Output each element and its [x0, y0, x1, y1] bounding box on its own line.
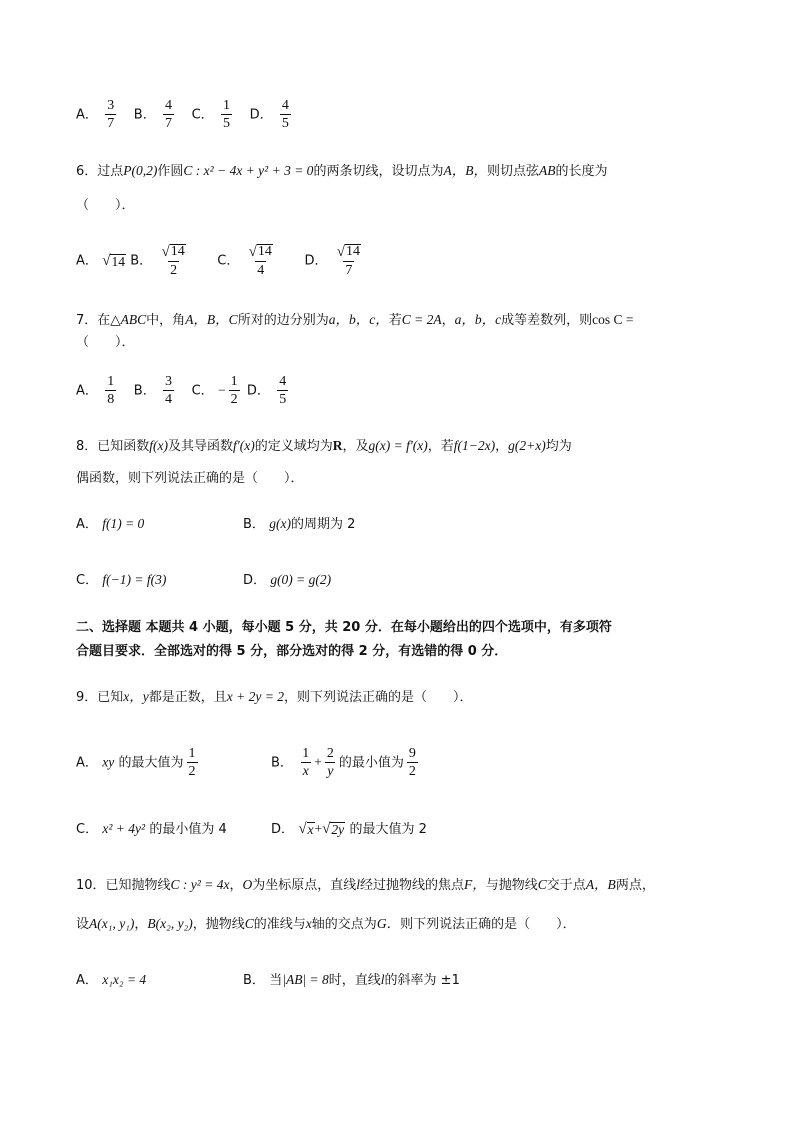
math-points: A，B: [585, 877, 616, 892]
stem-text: 则下列说法正确的是（ ）．: [400, 917, 576, 932]
stem-text: ，: [134, 917, 148, 932]
stem-text: 都是正数，且: [148, 690, 227, 705]
math-angles: A，B，C: [185, 312, 238, 327]
q6-paren: [76, 199, 135, 213]
math-circle-equation: C : x² − 4x + y² + 3 = 0: [183, 163, 314, 178]
option-label: B．: [133, 107, 156, 123]
plus-sign: +: [314, 754, 322, 770]
stem-text: 经过抛物线的焦点: [360, 878, 465, 893]
option-label: B．: [243, 973, 265, 988]
fraction: [407, 746, 418, 780]
denominator: 5: [281, 116, 289, 132]
q7-stem: [76, 313, 634, 328]
denominator: 4: [257, 263, 265, 279]
answer-paren: （ ）．: [76, 198, 135, 213]
denominator: y: [327, 764, 334, 780]
option-label: B．: [130, 253, 153, 269]
stem-text: 交于点: [546, 878, 586, 893]
denominator: 5: [222, 116, 230, 132]
option-label: B．: [271, 755, 293, 771]
radicand: x: [307, 822, 314, 837]
sqrt-expression: √ 14: [102, 252, 125, 269]
stem-text: 的长度为: [555, 164, 608, 179]
q6-stem: [76, 164, 607, 179]
section2-heading-line2: [76, 645, 507, 659]
q9-option-c: [76, 822, 227, 837]
math-chord: AB: [538, 163, 556, 178]
stem-text: 若: [388, 313, 402, 328]
math-triangle: △ABC: [110, 312, 147, 327]
stem-text: 与抛物线: [485, 878, 538, 893]
section-heading-text: 合题目要求．全部选对的得 5 分，部分选对的得 2 分，有选错的得 0 分．: [76, 644, 508, 659]
math-expression: xy: [102, 754, 115, 770]
radicand: 14: [346, 244, 361, 259]
math-point: P(0,2): [123, 163, 158, 178]
option-label: D．: [271, 822, 295, 838]
numerator: 3: [107, 98, 115, 113]
stem-text: 均为: [545, 439, 572, 454]
math-function: g(x) = f′(x): [368, 438, 428, 453]
radicand: 14: [170, 244, 185, 259]
math-point: A(x₁, y₁): [89, 916, 135, 931]
q10-option-b: [243, 973, 460, 988]
stem-text: 两点，: [615, 878, 655, 893]
q8-option-d: [243, 573, 331, 588]
stem-text: 则切点弦: [486, 164, 539, 179]
option-label: C．: [217, 253, 240, 269]
fraction: [163, 374, 174, 408]
stem-text: ，及: [342, 439, 369, 454]
denominator: x: [302, 764, 309, 780]
option-text: x₁x₂ = 4: [102, 972, 147, 987]
denominator: 8: [107, 392, 115, 408]
numerator: 4: [165, 98, 173, 113]
q8-stem-line2: [76, 472, 304, 486]
stem-text: ，: [495, 439, 509, 454]
stem-text: 成等差数列，则: [501, 313, 593, 328]
stem-text: 作圆: [157, 164, 184, 179]
math-line: l: [356, 877, 360, 892]
fraction: √ 14 2: [161, 243, 185, 279]
option-label: C．: [191, 383, 214, 399]
option-label: B．: [133, 383, 156, 399]
q9-stem: [76, 690, 473, 705]
denominator: 2: [230, 392, 238, 408]
denominator: 2: [170, 263, 178, 279]
option-label: A．: [76, 107, 98, 123]
stem-text: ，若: [427, 439, 454, 454]
numerator: 2: [326, 746, 334, 761]
math-point: G．: [376, 916, 401, 931]
denominator: 2: [188, 764, 196, 780]
fraction: [105, 374, 116, 408]
math-point: F，: [464, 877, 486, 892]
stem-text: 的定义域均为: [254, 439, 333, 454]
fraction: [163, 98, 174, 132]
q6-options: [76, 244, 366, 278]
option-label: A．: [76, 383, 98, 399]
numerator: 1: [302, 746, 310, 761]
section2-heading: [76, 621, 612, 635]
math-function: f(x): [149, 438, 169, 453]
stem-text: 所对的边分别为: [237, 313, 329, 328]
option-label: A．: [76, 517, 98, 532]
q9-option-d: [271, 822, 427, 837]
stem-text: 及其导函数: [168, 439, 234, 454]
question-number: 8．已知函数: [76, 439, 150, 454]
section-heading-text: 二、选择题 本题共 4 小题，每小题 5 分，共 20 分．在每小题给出的四个选项中，有多项符: [76, 620, 612, 635]
q5-options: [76, 98, 294, 132]
q7-options: [76, 374, 291, 408]
math-expression: |AB| = 8: [282, 972, 329, 987]
denominator: 4: [165, 392, 173, 408]
numerator: 9: [408, 746, 416, 761]
option-text: 的周期为 2: [290, 517, 356, 532]
denominator: 7: [107, 116, 115, 132]
radicand: 14: [111, 253, 125, 269]
stem-text: ，: [441, 313, 455, 328]
option-label: C．: [191, 107, 214, 123]
option-label: D．: [246, 383, 270, 399]
option-label: C．: [76, 573, 99, 588]
q10-stem: [76, 878, 655, 893]
denominator: 5: [279, 392, 287, 408]
math-function: g(2+x): [508, 438, 546, 453]
stem-text: ，: [229, 878, 243, 893]
stem-text: ，抛物线: [192, 917, 245, 932]
option-label: A．: [76, 253, 98, 269]
sqrt-expression: √ x: [298, 821, 314, 838]
option-text: 的斜率为 ±1: [384, 973, 460, 988]
math-function: f(1−2x): [453, 438, 496, 453]
math-vars: x，y: [123, 689, 149, 704]
numerator: 3: [165, 374, 173, 389]
option-text: 的最小值为 4: [149, 822, 227, 837]
stem-text: 的准线与: [253, 917, 306, 932]
q7-paren: [76, 336, 135, 350]
math-condition: C = 2A: [401, 312, 442, 327]
math-curve: C: [537, 877, 547, 892]
minus-sign: −: [217, 382, 226, 398]
fraction: [221, 98, 232, 132]
option-label: A．: [76, 755, 98, 771]
question-number: 7．在: [76, 313, 111, 328]
plus-sign: +: [314, 821, 323, 837]
math-parabola: C : y² = 4x: [170, 877, 230, 892]
stem-text: 的两条切线，设切点为: [313, 164, 444, 179]
math-point: B(x₂, y₂): [147, 916, 193, 931]
math-sides: a，b，c: [454, 312, 502, 327]
fraction: [325, 746, 336, 780]
fraction: [105, 98, 116, 132]
fraction: [300, 746, 311, 780]
option-label: A．: [76, 973, 98, 988]
q8-options-row1: [76, 517, 144, 532]
fraction: [187, 746, 198, 780]
q8-option-b: [243, 517, 355, 532]
math-reals: R: [332, 438, 343, 453]
stem-text: 偶函数，则下列说法正确的是（ ）．: [76, 471, 304, 486]
numerator: 4: [281, 98, 289, 113]
question-number: 10．已知抛物线: [76, 878, 171, 893]
option-text: 时，直线: [328, 973, 381, 988]
sqrt-expression: √ 2y: [322, 821, 345, 838]
question-number: 9．已知: [76, 690, 124, 705]
option-text: f(1) = 0: [102, 516, 145, 531]
denominator: 2: [408, 764, 416, 780]
math-axis: x: [305, 916, 312, 931]
denominator: 7: [345, 263, 353, 279]
fraction: [277, 374, 288, 408]
fraction: [280, 98, 291, 132]
math-curve: C: [244, 916, 254, 931]
option-label: D．: [243, 573, 267, 588]
numerator: 1: [230, 374, 238, 389]
math-derivative: f′(x): [233, 438, 255, 453]
option-text: 的最小值为: [338, 755, 404, 771]
stem-text: 轴的交点为: [311, 917, 377, 932]
radicand: 2y: [331, 822, 345, 837]
q9-option-a: [76, 746, 201, 780]
q9-option-b: [271, 746, 421, 780]
option-text: 的最大值为 2: [349, 822, 427, 838]
math-expression: x² + 4y²: [102, 821, 146, 836]
math-point: O: [242, 877, 253, 892]
option-text: 当: [269, 973, 283, 988]
answer-paren: （ ）．: [76, 335, 135, 350]
math-equation: x + 2y = 2: [226, 689, 284, 704]
numerator: 1: [107, 374, 115, 389]
numerator: 4: [279, 374, 287, 389]
math-points: A，B，: [443, 163, 487, 178]
option-text: g(x): [269, 516, 291, 531]
stem-text: 中，角: [146, 313, 186, 328]
option-label: D．: [249, 107, 273, 123]
radicand: 14: [257, 244, 272, 259]
math-line: l: [380, 972, 385, 987]
option-label: B．: [243, 517, 265, 532]
question-number: 6．过点: [76, 164, 124, 179]
q10-option-a: [76, 973, 146, 988]
numerator: 1: [222, 98, 230, 113]
stem-text: 为坐标原点，直线: [252, 878, 357, 893]
option-text: f(−1) = f(3): [102, 572, 167, 587]
denominator: 7: [165, 116, 173, 132]
stem-text: ，则下列说法正确的是（ ）．: [284, 690, 473, 705]
fraction: √ 14 4: [248, 243, 272, 279]
option-label: C．: [76, 822, 99, 837]
option-text: 的最大值为: [118, 755, 184, 771]
stem-text: 设: [76, 917, 90, 932]
math-sides: a，b，c，: [328, 312, 389, 327]
q8-option-c: [76, 573, 166, 588]
option-label: D．: [304, 253, 328, 269]
numerator: 1: [188, 746, 196, 761]
fraction: [229, 374, 240, 408]
q10-stem-line2: [76, 917, 576, 932]
q8-stem: [76, 439, 572, 454]
option-text: g(0) = g(2): [270, 572, 332, 587]
fraction: √ 14 7: [336, 243, 361, 279]
math-cos: cos C =: [592, 312, 634, 327]
